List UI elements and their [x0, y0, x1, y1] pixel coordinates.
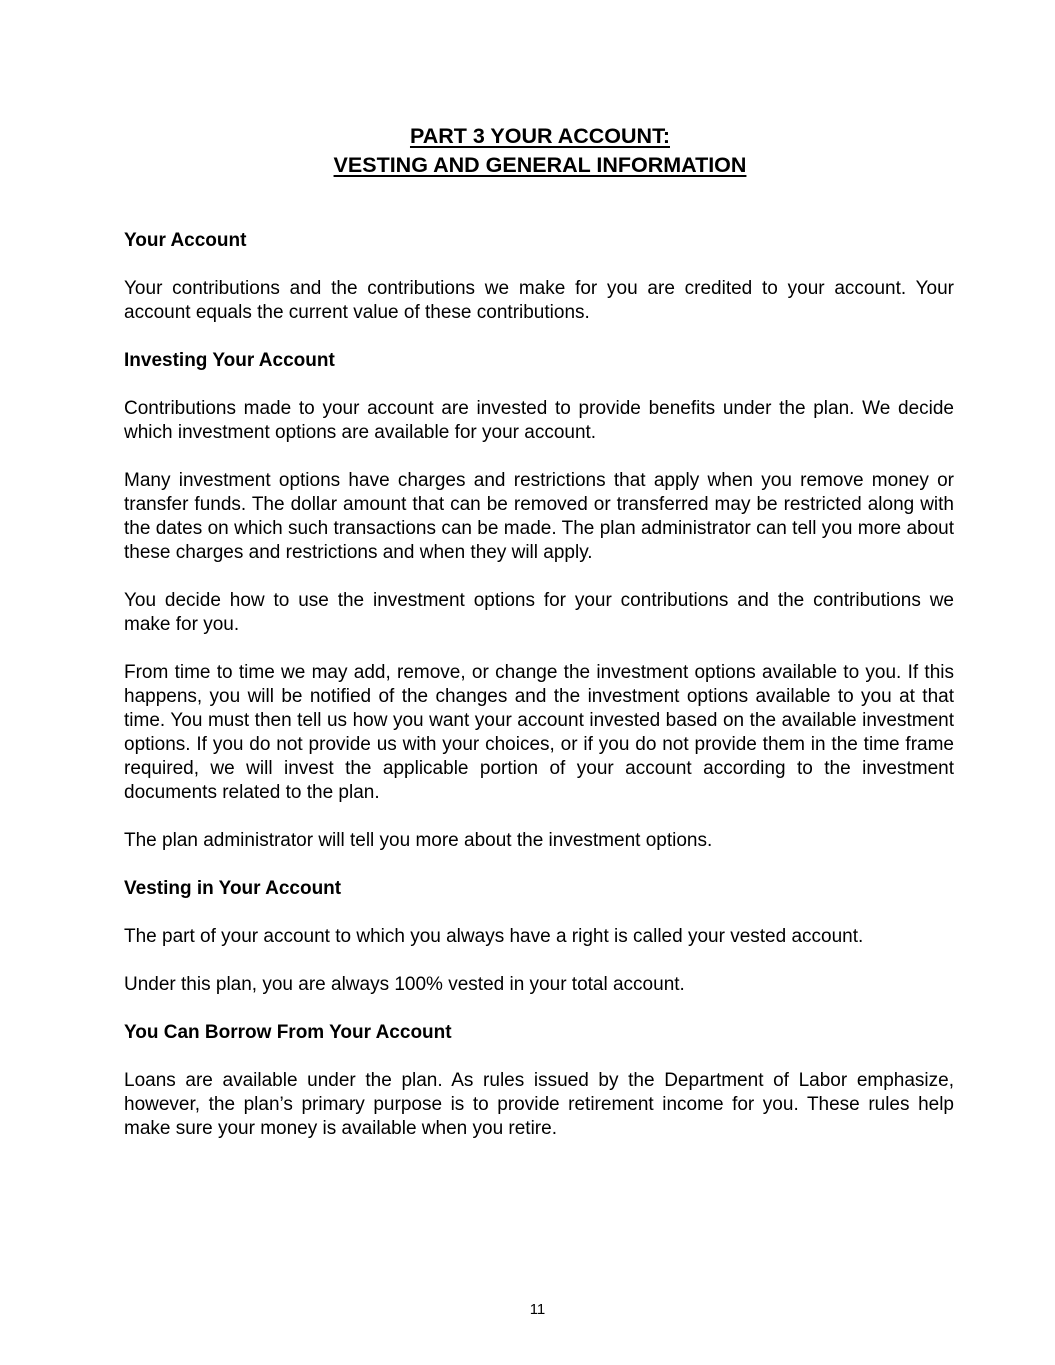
page-number: 11 [529, 1301, 546, 1318]
section-heading-investing: Investing Your Account [124, 350, 335, 371]
section-heading-your-account: Your Account [124, 230, 247, 251]
section-heading-vesting: Vesting in Your Account [124, 878, 342, 899]
paragraph: Many investment options have charges and restrictions that apply when you remove money or transfer funds. The dollar amount that can be removed or transferred may be restricted along with the dates on which such transactions can be made. The plan administrator can tell you more about these charges and restrictions and when they will apply. [124, 470, 954, 563]
paragraph: Contributions made to your account are invested to provide benefits under the plan. We decide which investment options are available for your account. [124, 398, 954, 443]
paragraph: Loans are available under the plan. As rules issued by the Department of Labor emphasize, however, the plan’s primary purpose is to provide retirement income for you. These rules help make sure your money is available when you retire. [124, 1070, 954, 1139]
document-body [124, 229, 954, 1165]
paragraph: From time to time we may add, remove, or change the investment options available to you. If this happens, you will be notified of the changes and the investment options available to you at that time. You must then tell us how you want your account invested based on the available investment options. If you do not provide us with your choices, or if you do not provide them in the time frame required, we will invest the applicable portion of your account according to the investment documents related to the plan. [124, 662, 954, 803]
paragraph: Your contributions and the contributions we make for you are credited to your account. Your account equals the current value of these contributions. [124, 278, 954, 323]
page-title-line-1: PART 3 YOUR ACCOUNT: [409, 124, 670, 148]
paragraph: Under this plan, you are always 100% vested in your total account. [124, 974, 685, 995]
paragraph: The plan administrator will tell you more about the investment options. [124, 830, 713, 851]
page-title-line-2: VESTING AND GENERAL INFORMATION [333, 153, 747, 177]
paragraph: The part of your account to which you always have a right is called your vested account. [124, 926, 864, 947]
paragraph: You decide how to use the investment options for your contributions and the contributions we make for you. [124, 590, 954, 635]
section-heading-borrow: You Can Borrow From Your Account [124, 1022, 452, 1043]
